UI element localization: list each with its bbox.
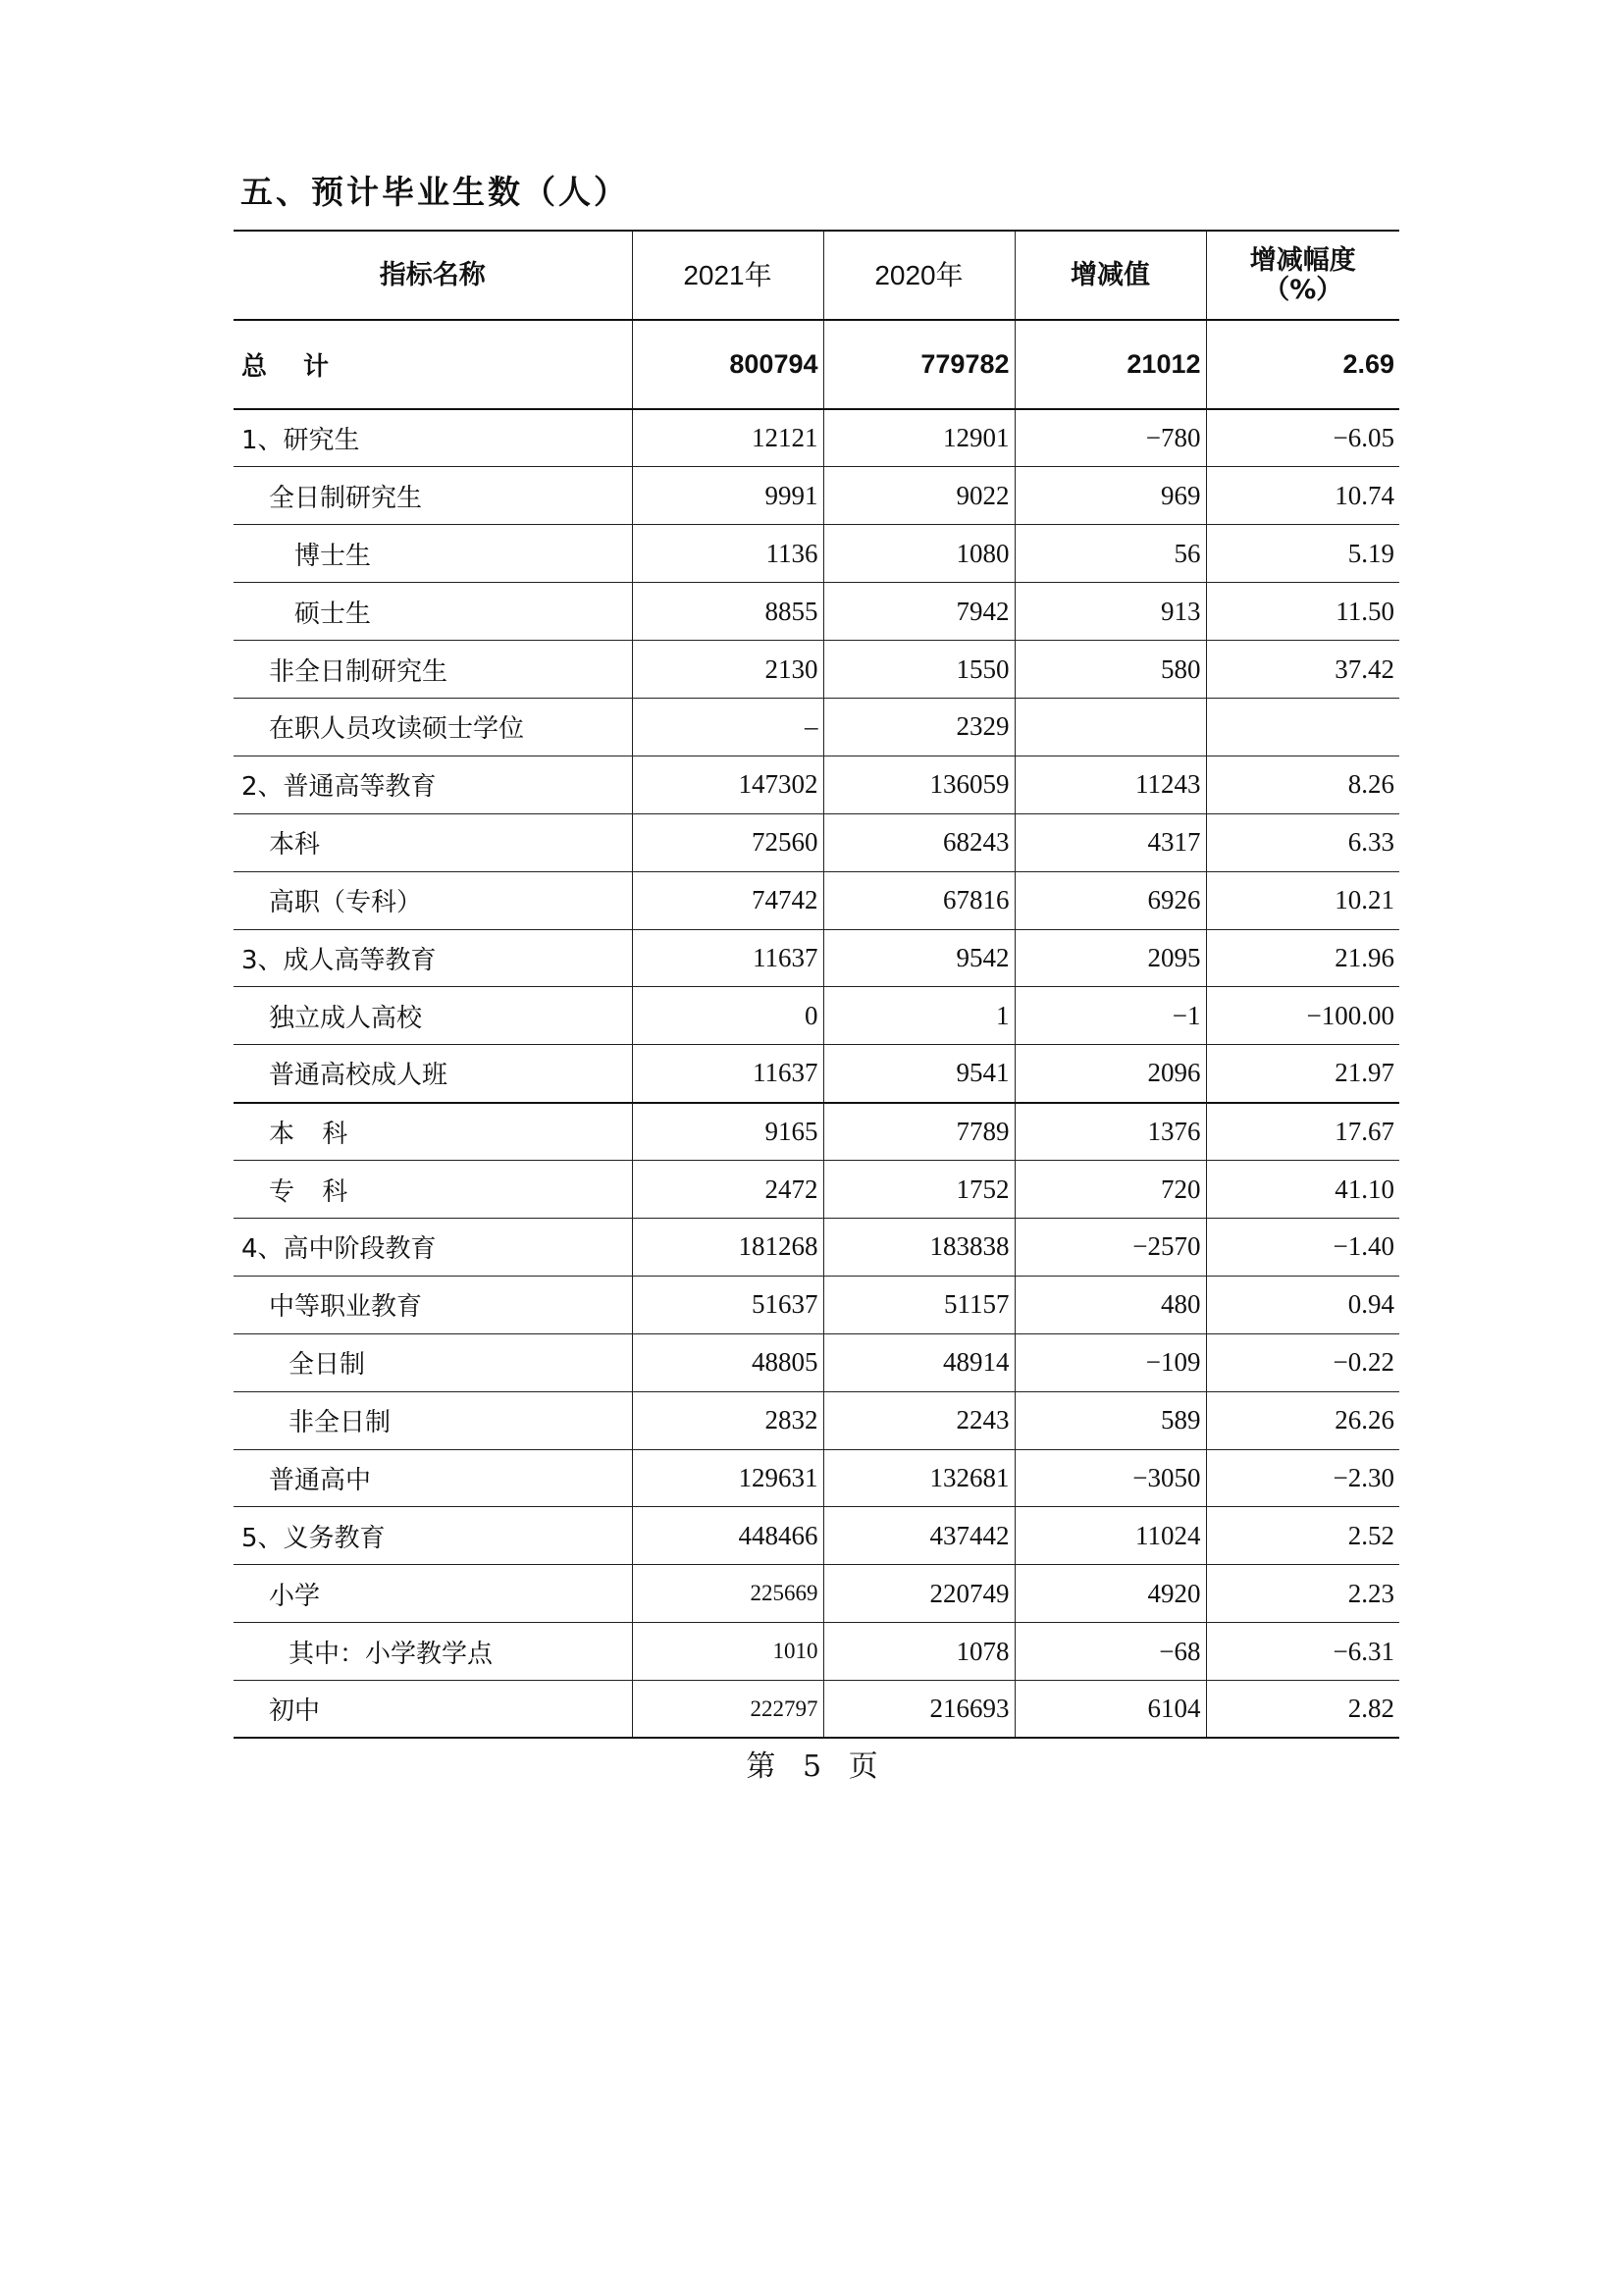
table-row-total [234, 320, 1399, 409]
cell-2021: 11637 [632, 1045, 823, 1103]
header-indicator-name: 指标名称 [234, 231, 632, 320]
cell-2020: 48914 [823, 1333, 1015, 1391]
cell-2020: 220749 [823, 1565, 1015, 1623]
cell-2020: 132681 [823, 1449, 1015, 1507]
cell-pct: 0.94 [1206, 1276, 1399, 1333]
cell-2020: 437442 [823, 1507, 1015, 1565]
cell-pct: 41.10 [1206, 1161, 1399, 1219]
table-row [234, 1218, 1399, 1276]
cell-2020: 7789 [823, 1103, 1015, 1161]
graduates-table [234, 230, 1399, 1739]
row-name: 本 科 [234, 1103, 632, 1161]
cell-pct: 10.74 [1206, 467, 1399, 525]
cell-change: −2570 [1015, 1218, 1206, 1276]
cell-2021: 9991 [632, 467, 823, 525]
table-row [234, 1391, 1399, 1449]
table-row [234, 756, 1399, 813]
cell-2020: 2243 [823, 1391, 1015, 1449]
cell-change: 11024 [1015, 1507, 1206, 1565]
table-row [234, 871, 1399, 929]
cell-2021: 225669 [632, 1565, 823, 1623]
cell-2021: 12121 [632, 409, 823, 467]
cell-pct: −0.22 [1206, 1333, 1399, 1391]
header-change: 增减值 [1015, 231, 1206, 320]
cell-change: 2095 [1015, 929, 1206, 987]
cell-2020: 67816 [823, 871, 1015, 929]
table-header-row [234, 231, 1399, 320]
header-year-2020: 2020年 [823, 231, 1015, 320]
table-row [234, 1161, 1399, 1219]
row-name: 全日制 [234, 1333, 632, 1391]
cell-pct: −6.05 [1206, 409, 1399, 467]
table-row [234, 1103, 1399, 1161]
cell-change: 913 [1015, 583, 1206, 641]
cell-2020: 183838 [823, 1218, 1015, 1276]
row-name: 3、成人高等教育 [234, 929, 632, 987]
cell-change: 580 [1015, 641, 1206, 699]
cell-change: 2096 [1015, 1045, 1206, 1103]
cell-2021: 222797 [632, 1681, 823, 1739]
cell-change: 56 [1015, 525, 1206, 583]
cell-change: 720 [1015, 1161, 1206, 1219]
row-name: 硕士生 [234, 583, 632, 641]
cell-change [1015, 698, 1206, 756]
cell-change: −109 [1015, 1333, 1206, 1391]
cell-2021: 1010 [632, 1623, 823, 1681]
table-row [234, 929, 1399, 987]
cell-pct: 17.67 [1206, 1103, 1399, 1161]
table-row [234, 1045, 1399, 1103]
row-name: 普通高中 [234, 1449, 632, 1507]
row-name: 本科 [234, 813, 632, 871]
cell-2021: – [632, 698, 823, 756]
cell-change: 589 [1015, 1391, 1206, 1449]
cell-pct [1206, 698, 1399, 756]
table-row [234, 525, 1399, 583]
table-row [234, 1565, 1399, 1623]
cell-2021: 2130 [632, 641, 823, 699]
cell-2021: 74742 [632, 871, 823, 929]
header-year-2021: 2021年 [632, 231, 823, 320]
cell-2020: 68243 [823, 813, 1015, 871]
row-name: 2、普通高等教育 [234, 756, 632, 813]
cell-change: −3050 [1015, 1449, 1206, 1507]
table-row [234, 467, 1399, 525]
table-row [234, 409, 1399, 467]
row-name: 博士生 [234, 525, 632, 583]
cell-pct: 21.96 [1206, 929, 1399, 987]
row-name: 4、高中阶段教育 [234, 1218, 632, 1276]
table-row [234, 987, 1399, 1045]
cell-2021: 800794 [632, 320, 823, 409]
cell-2020: 12901 [823, 409, 1015, 467]
cell-2021: 2472 [632, 1161, 823, 1219]
header-change-pct-line2: （%） [1263, 274, 1343, 305]
row-name: 小学 [234, 1565, 632, 1623]
row-name: 独立成人高校 [234, 987, 632, 1045]
cell-2020: 2329 [823, 698, 1015, 756]
table-row [234, 813, 1399, 871]
cell-2021: 9165 [632, 1103, 823, 1161]
row-name: 高职（专科） [234, 871, 632, 929]
section-title: 五、预计毕业生数（人） [240, 173, 629, 211]
cell-pct: −2.30 [1206, 1449, 1399, 1507]
cell-change: 11243 [1015, 756, 1206, 813]
cell-pct: 2.82 [1206, 1681, 1399, 1739]
cell-2021: 129631 [632, 1449, 823, 1507]
cell-change: 969 [1015, 467, 1206, 525]
cell-change: −68 [1015, 1623, 1206, 1681]
cell-change: 21012 [1015, 320, 1206, 409]
cell-2020: 1080 [823, 525, 1015, 583]
row-name: 其中：小学教学点 [234, 1623, 632, 1681]
row-name: 5、义务教育 [234, 1507, 632, 1565]
cell-2020: 51157 [823, 1276, 1015, 1333]
header-change-pct [1206, 231, 1399, 320]
cell-pct: −6.31 [1206, 1623, 1399, 1681]
row-name: 非全日制 [234, 1391, 632, 1449]
table-row [234, 1276, 1399, 1333]
cell-pct: −100.00 [1206, 987, 1399, 1045]
row-name: 普通高校成人班 [234, 1045, 632, 1103]
row-name: 在职人员攻读硕士学位 [234, 698, 632, 756]
cell-2020: 9022 [823, 467, 1015, 525]
cell-pct: 21.97 [1206, 1045, 1399, 1103]
cell-change: 1376 [1015, 1103, 1206, 1161]
table-row [234, 1623, 1399, 1681]
cell-pct: −1.40 [1206, 1218, 1399, 1276]
header-change-pct-line1: 增减幅度 [1249, 244, 1356, 276]
cell-2020: 9541 [823, 1045, 1015, 1103]
cell-pct: 2.52 [1206, 1507, 1399, 1565]
cell-pct: 8.26 [1206, 756, 1399, 813]
cell-change: 4920 [1015, 1565, 1206, 1623]
table-row [234, 1449, 1399, 1507]
cell-pct: 2.23 [1206, 1565, 1399, 1623]
table-row [234, 1333, 1399, 1391]
row-name: 1、研究生 [234, 409, 632, 467]
row-name: 初中 [234, 1681, 632, 1739]
cell-pct: 6.33 [1206, 813, 1399, 871]
cell-2021: 0 [632, 987, 823, 1045]
cell-2020: 7942 [823, 583, 1015, 641]
table-row [234, 1681, 1399, 1739]
table-row [234, 1507, 1399, 1565]
cell-2021: 181268 [632, 1218, 823, 1276]
row-name: 中等职业教育 [234, 1276, 632, 1333]
cell-2021: 11637 [632, 929, 823, 987]
cell-2021: 2832 [632, 1391, 823, 1449]
cell-2021: 51637 [632, 1276, 823, 1333]
cell-pct: 37.42 [1206, 641, 1399, 699]
cell-2020: 9542 [823, 929, 1015, 987]
row-name: 专 科 [234, 1161, 632, 1219]
cell-pct: 10.21 [1206, 871, 1399, 929]
cell-2021: 72560 [632, 813, 823, 871]
cell-change: 4317 [1015, 813, 1206, 871]
cell-pct: 26.26 [1206, 1391, 1399, 1449]
cell-pct: 2.69 [1206, 320, 1399, 409]
cell-2021: 448466 [632, 1507, 823, 1565]
cell-2020: 1752 [823, 1161, 1015, 1219]
cell-2021: 147302 [632, 756, 823, 813]
cell-2020: 779782 [823, 320, 1015, 409]
row-name: 总 计 [234, 320, 632, 409]
cell-2021: 48805 [632, 1333, 823, 1391]
cell-pct: 11.50 [1206, 583, 1399, 641]
table-row [234, 583, 1399, 641]
row-name: 全日制研究生 [234, 467, 632, 525]
cell-2021: 8855 [632, 583, 823, 641]
cell-change: 6926 [1015, 871, 1206, 929]
cell-2020: 136059 [823, 756, 1015, 813]
table-row [234, 698, 1399, 756]
row-name: 非全日制研究生 [234, 641, 632, 699]
cell-change: −1 [1015, 987, 1206, 1045]
cell-2020: 1550 [823, 641, 1015, 699]
cell-change: −780 [1015, 409, 1206, 467]
cell-2020: 1 [823, 987, 1015, 1045]
cell-2021: 1136 [632, 525, 823, 583]
cell-change: 6104 [1015, 1681, 1206, 1739]
cell-2020: 1078 [823, 1623, 1015, 1681]
table-row [234, 641, 1399, 699]
page-number: 第 5 页 [746, 1749, 878, 1784]
cell-change: 480 [1015, 1276, 1206, 1333]
cell-2020: 216693 [823, 1681, 1015, 1739]
cell-pct: 5.19 [1206, 525, 1399, 583]
